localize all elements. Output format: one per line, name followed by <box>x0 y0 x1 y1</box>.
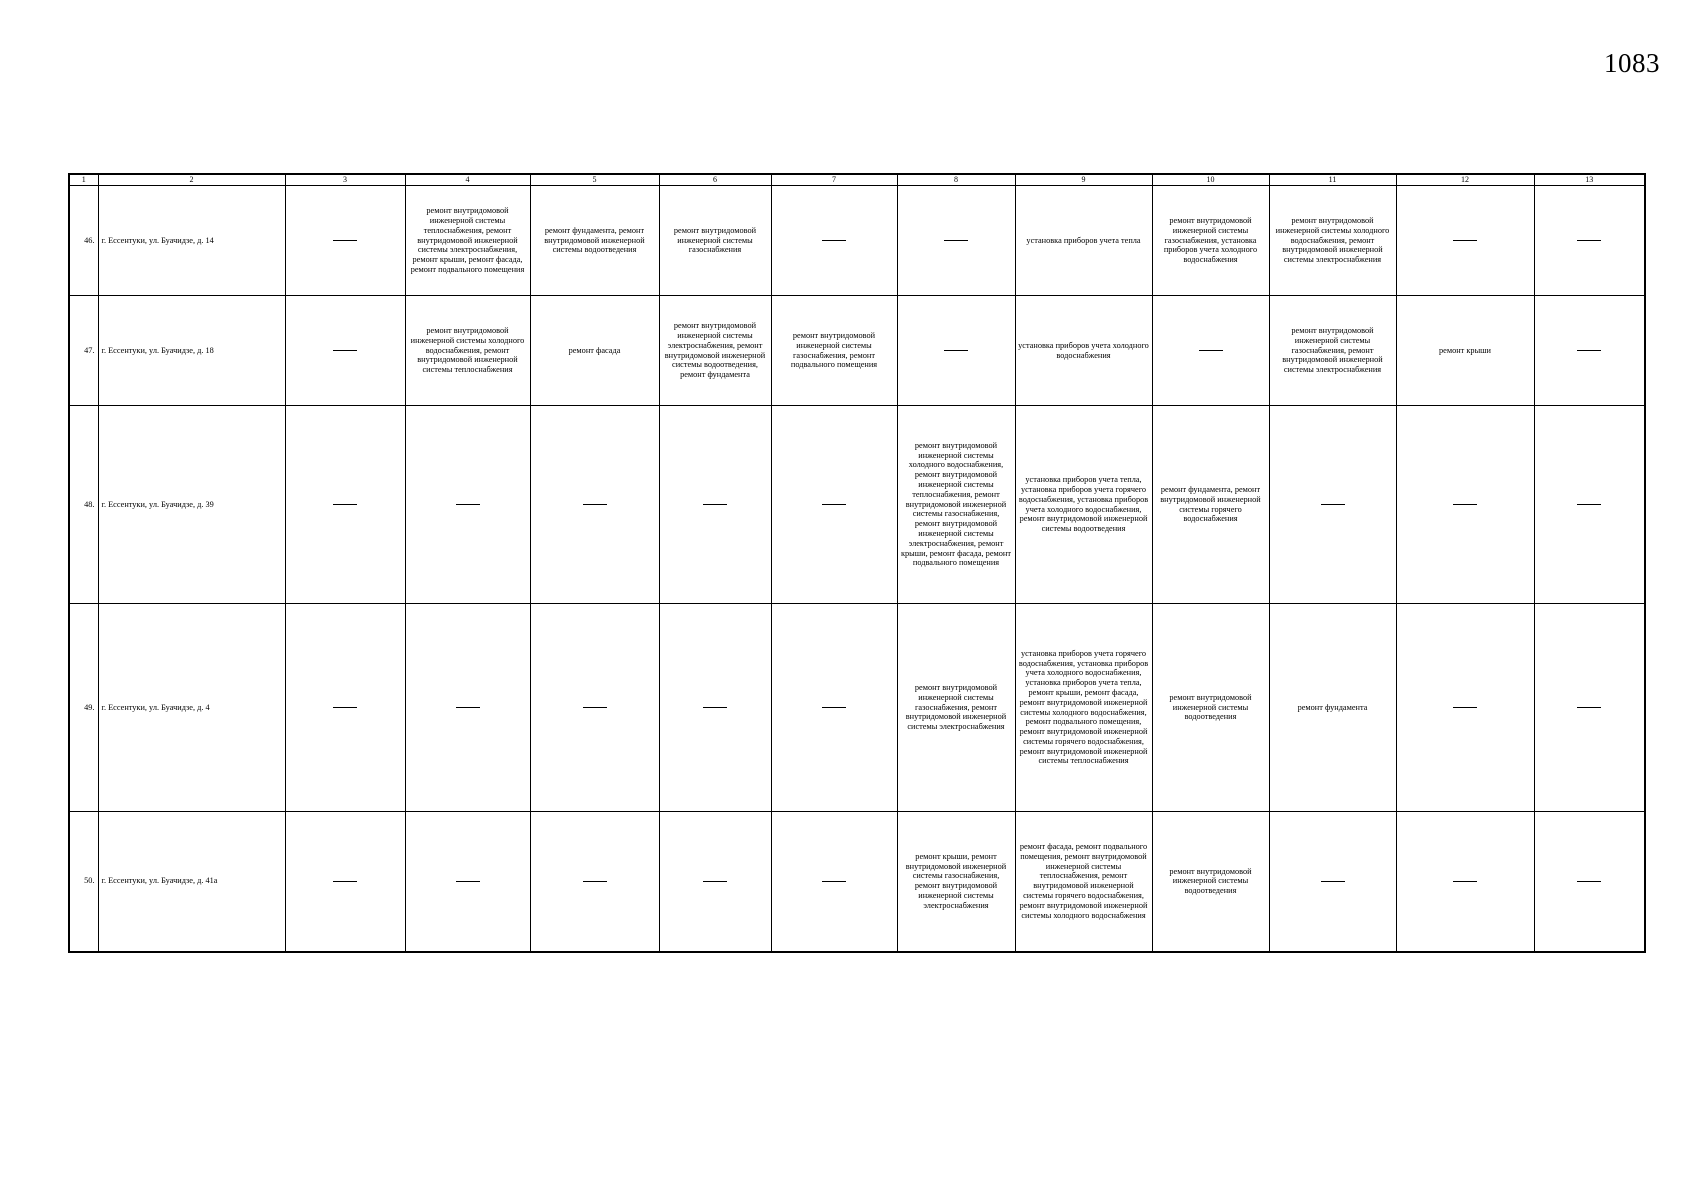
empty-dash-cell <box>1534 604 1645 812</box>
work-description-cell: ремонт фасада, ремонт подвального помещения, ремонт внутридомовой инженерной системы теплоснабжения, ремонт внутридомовой инженерной системы горячего водоснабжения, ремонт внутридомовой инженерной системы холодного водоснабжения <box>1015 812 1152 952</box>
table-row <box>69 296 1645 406</box>
empty-dash-cell <box>659 604 771 812</box>
empty-dash-cell <box>1534 296 1645 406</box>
page-number: 1083 <box>1604 48 1660 78</box>
dash-mark <box>1453 504 1477 505</box>
work-description-cell: установка приборов учета тепла <box>1015 186 1152 296</box>
work-description-cell: ремонт внутридомовой инженерной системы водоотведения <box>1152 604 1269 812</box>
empty-dash-cell <box>1396 186 1534 296</box>
column-number-row <box>69 174 1645 186</box>
column-number: 1 <box>69 174 98 186</box>
work-description-cell: ремонт внутридомовой инженерной системы газоснабжения, ремонт внутридомовой инженерной системы электроснабжения <box>1269 296 1396 406</box>
empty-dash-cell <box>285 406 405 604</box>
work-description-cell: ремонт фундамента <box>1269 604 1396 812</box>
empty-dash-cell <box>897 296 1015 406</box>
dash-mark <box>456 504 480 505</box>
column-number: 6 <box>659 174 771 186</box>
row-number: 49. <box>69 604 98 812</box>
dash-mark <box>1577 707 1601 708</box>
work-description-cell: ремонт крыши <box>1396 296 1534 406</box>
work-description-cell: ремонт внутридомовой инженерной системы электроснабжения, ремонт внутридомовой инженерной системы водоотведения, ремонт фундамента <box>659 296 771 406</box>
empty-dash-cell <box>285 812 405 952</box>
dash-mark <box>333 240 357 241</box>
empty-dash-cell <box>285 604 405 812</box>
empty-dash-cell <box>1396 604 1534 812</box>
column-number: 11 <box>1269 174 1396 186</box>
dash-mark <box>1321 504 1345 505</box>
work-description-cell: ремонт внутридомовой инженерной системы газоснабжения <box>659 186 771 296</box>
dash-mark <box>822 504 846 505</box>
dash-mark <box>333 707 357 708</box>
work-description-cell: ремонт внутридомовой инженерной системы теплоснабжения, ремонт внутридомовой инженерной системы электроснабжения, ремонт крыши, ремонт фасада, ремонт подвального помещения <box>405 186 530 296</box>
dash-mark <box>1321 881 1345 882</box>
dash-mark <box>1199 350 1223 351</box>
work-description-cell: установка приборов учета тепла, установка приборов учета горячего водоснабжения, установка приборов учета холодного водоснабжения, ремонт внутридомовой инженерной системы водоотведения <box>1015 406 1152 604</box>
dash-mark <box>456 881 480 882</box>
empty-dash-cell <box>1534 186 1645 296</box>
empty-dash-cell <box>1396 406 1534 604</box>
empty-dash-cell <box>285 186 405 296</box>
empty-dash-cell <box>659 812 771 952</box>
dash-mark <box>703 881 727 882</box>
dash-mark <box>456 707 480 708</box>
empty-dash-cell <box>405 604 530 812</box>
empty-dash-cell <box>771 406 897 604</box>
dash-mark <box>822 881 846 882</box>
dash-mark <box>583 707 607 708</box>
column-number: 5 <box>530 174 659 186</box>
dash-mark <box>333 504 357 505</box>
dash-mark <box>1453 240 1477 241</box>
address-cell: г. Ессентуки, ул. Буачидзе, д. 41а <box>98 812 285 952</box>
table-row <box>69 186 1645 296</box>
address-cell: г. Ессентуки, ул. Буачидзе, д. 14 <box>98 186 285 296</box>
table-row <box>69 406 1645 604</box>
empty-dash-cell <box>771 604 897 812</box>
dash-mark <box>1577 350 1601 351</box>
work-description-cell: ремонт внутридомовой инженерной системы газоснабжения, ремонт внутридомовой инженерной системы электроснабжения <box>897 604 1015 812</box>
dash-mark <box>703 504 727 505</box>
work-description-cell: ремонт внутридомовой инженерной системы холодного водоснабжения, ремонт внутридомовой инженерной системы теплоснабжения, ремонт внутридомовой инженерной системы газоснабжения, ремонт внутридомовой инженерной системы электроснабжения, ремонт крыши, ремонт фасада, ремонт подвального помещения <box>897 406 1015 604</box>
column-number: 2 <box>98 174 285 186</box>
column-number: 4 <box>405 174 530 186</box>
work-description-cell: ремонт внутридомовой инженерной системы газоснабжения, установка приборов учета холодного водоснабжения <box>1152 186 1269 296</box>
address-cell: г. Ессентуки, ул. Буачидзе, д. 18 <box>98 296 285 406</box>
work-description-cell: установка приборов учета холодного водоснабжения <box>1015 296 1152 406</box>
empty-dash-cell <box>1269 406 1396 604</box>
column-number: 13 <box>1534 174 1645 186</box>
empty-dash-cell <box>1269 812 1396 952</box>
repair-schedule-table <box>68 173 1646 953</box>
row-number: 48. <box>69 406 98 604</box>
table-body <box>69 186 1645 952</box>
work-description-cell: ремонт внутридомовой инженерной системы холодного водоснабжения, ремонт внутридомовой инженерной системы электроснабжения <box>1269 186 1396 296</box>
dash-mark <box>1577 504 1601 505</box>
dash-mark <box>944 240 968 241</box>
row-number: 50. <box>69 812 98 952</box>
column-number: 7 <box>771 174 897 186</box>
dash-mark <box>944 350 968 351</box>
empty-dash-cell <box>1152 296 1269 406</box>
empty-dash-cell <box>771 812 897 952</box>
empty-dash-cell <box>405 812 530 952</box>
empty-dash-cell <box>285 296 405 406</box>
dash-mark <box>333 350 357 351</box>
empty-dash-cell <box>405 406 530 604</box>
address-cell: г. Ессентуки, ул. Буачидзе, д. 4 <box>98 604 285 812</box>
column-number: 8 <box>897 174 1015 186</box>
dash-mark <box>583 881 607 882</box>
empty-dash-cell <box>1396 812 1534 952</box>
dash-mark <box>333 881 357 882</box>
column-number: 3 <box>285 174 405 186</box>
column-number: 9 <box>1015 174 1152 186</box>
empty-dash-cell <box>897 186 1015 296</box>
work-description-cell: ремонт внутридомовой инженерной системы холодного водоснабжения, ремонт внутридомовой инженерной системы теплоснабжения <box>405 296 530 406</box>
row-number: 47. <box>69 296 98 406</box>
row-number: 46. <box>69 186 98 296</box>
column-number: 10 <box>1152 174 1269 186</box>
work-description-cell: ремонт фундамента, ремонт внутридомовой инженерной системы водоотведения <box>530 186 659 296</box>
empty-dash-cell <box>771 186 897 296</box>
dash-mark <box>1577 240 1601 241</box>
dash-mark <box>822 240 846 241</box>
column-number: 12 <box>1396 174 1534 186</box>
empty-dash-cell <box>1534 812 1645 952</box>
dash-mark <box>1453 707 1477 708</box>
work-description-cell: ремонт фундамента, ремонт внутридомовой инженерной системы горячего водоснабжения <box>1152 406 1269 604</box>
table-row <box>69 604 1645 812</box>
work-description-cell: ремонт внутридомовой инженерной системы газоснабжения, ремонт подвального помещения <box>771 296 897 406</box>
dash-mark <box>703 707 727 708</box>
empty-dash-cell <box>1534 406 1645 604</box>
table-row <box>69 812 1645 952</box>
dash-mark <box>822 707 846 708</box>
dash-mark <box>583 504 607 505</box>
empty-dash-cell <box>659 406 771 604</box>
dash-mark <box>1453 881 1477 882</box>
empty-dash-cell <box>530 812 659 952</box>
address-cell: г. Ессентуки, ул. Буачидзе, д. 39 <box>98 406 285 604</box>
empty-dash-cell <box>530 604 659 812</box>
work-description-cell: установка приборов учета горячего водоснабжения, установка приборов учета холодного водоснабжения, установка приборов учета тепла, ремонт крыши, ремонт фасада, ремонт внутридомовой инженерной системы холодного водоснабжения, ремонт подвального помещения, ремонт внутридомовой инженерной системы горячего водоснабжения, ремонт внутридомовой инженерной системы теплоснабжения <box>1015 604 1152 812</box>
work-description-cell: ремонт фасада <box>530 296 659 406</box>
empty-dash-cell <box>530 406 659 604</box>
dash-mark <box>1577 881 1601 882</box>
work-description-cell: ремонт крыши, ремонт внутридомовой инженерной системы газоснабжения, ремонт внутридомовой инженерной системы электроснабжения <box>897 812 1015 952</box>
work-description-cell: ремонт внутридомовой инженерной системы водоотведения <box>1152 812 1269 952</box>
